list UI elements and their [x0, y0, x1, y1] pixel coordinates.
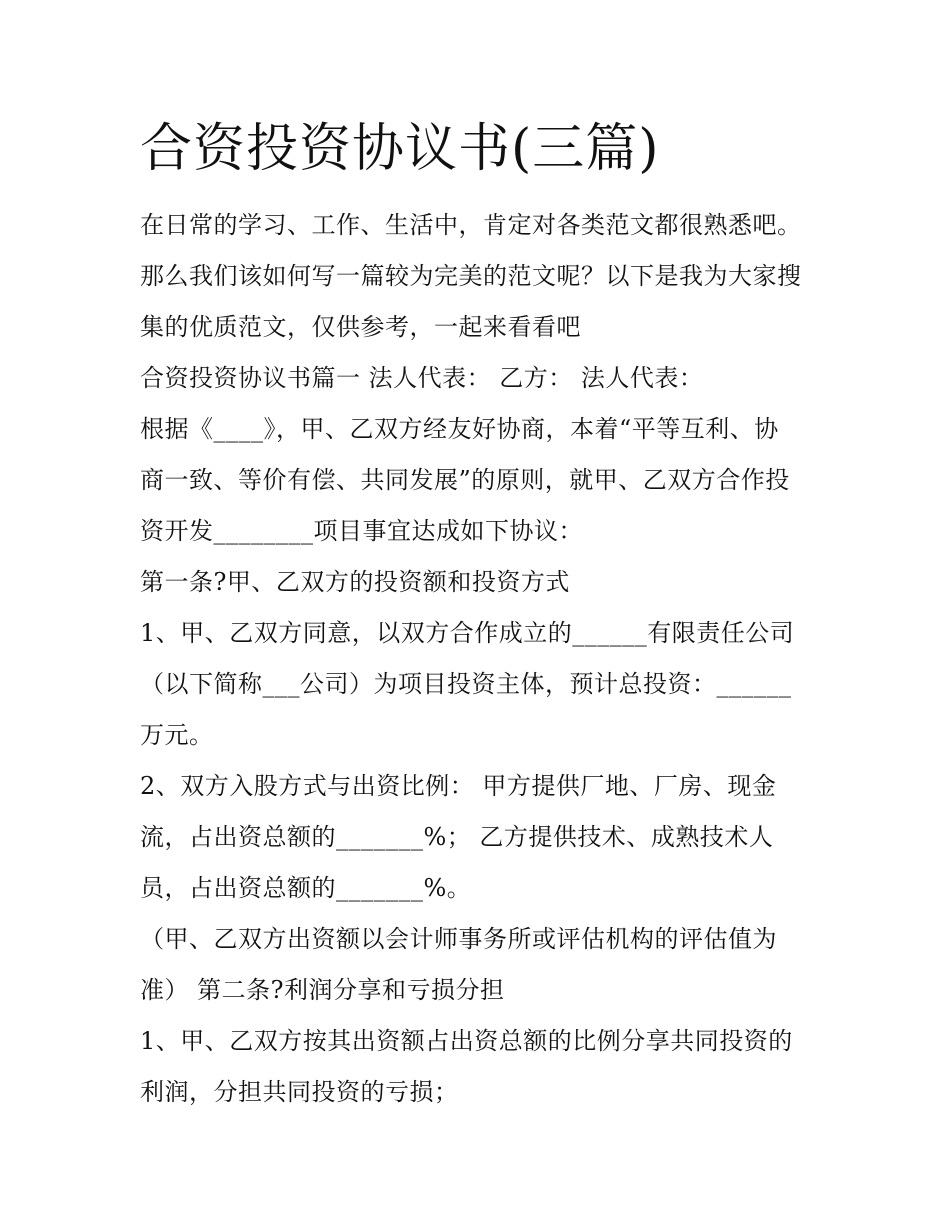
document-body — [140, 200, 830, 1118]
body-line: 员，占出资总额的_______%。 — [140, 874, 472, 902]
body-line: 商一致、等价有偿、共同发展”的原则，就甲、乙双方合作投 — [140, 466, 790, 494]
body-line: 流，占出资总额的_______%； 乙方提供技术、成熟技术人 — [140, 823, 774, 851]
body-line: （甲、乙双方出资额以会计师事务所或评估机构的评估值为 — [140, 925, 777, 953]
body-line: 1、甲、乙双方按其出资额占出资总额的比例分享共同投资的 — [140, 1027, 793, 1055]
document-title: 合资投资协议书(三篇) — [140, 119, 660, 179]
body-line: 利润，分担共同投资的亏损； — [140, 1078, 459, 1106]
section-heading: 合资投资协议书篇一 法人代表： 乙方： 法人代表： — [140, 364, 704, 392]
body-line: 1、甲、乙双方同意，以双方合作成立的______有限责任公司 — [140, 619, 795, 647]
article-heading: 第一条?甲、乙双方的投资额和投资方式 — [140, 568, 570, 596]
body-line: 在日常的学习、工作、生活中，肯定对各类范文都很熟悉吧。 — [140, 211, 802, 239]
body-line: 根据《____》，甲、乙双方经友好协商，本着“平等互利、协 — [140, 415, 779, 443]
body-line: 万元。 — [140, 721, 214, 749]
body-line: （以下简称___公司）为项目投资主体，预计总投资：______ — [140, 670, 792, 698]
body-line: 集的优质范文，仅供参考，一起来看看吧 — [140, 313, 581, 341]
body-line: 资开发________项目事宜达成如下协议： — [140, 517, 583, 545]
body-line: 准） 第二条?利润分享和亏损分担 — [140, 976, 505, 1004]
body-line: 2、双方入股方式与出资比例： 甲方提供厂地、厂房、现金 — [140, 772, 777, 800]
body-line: 那么我们该如何写一篇较为完美的范文呢？以下是我为大家搜 — [140, 262, 802, 290]
